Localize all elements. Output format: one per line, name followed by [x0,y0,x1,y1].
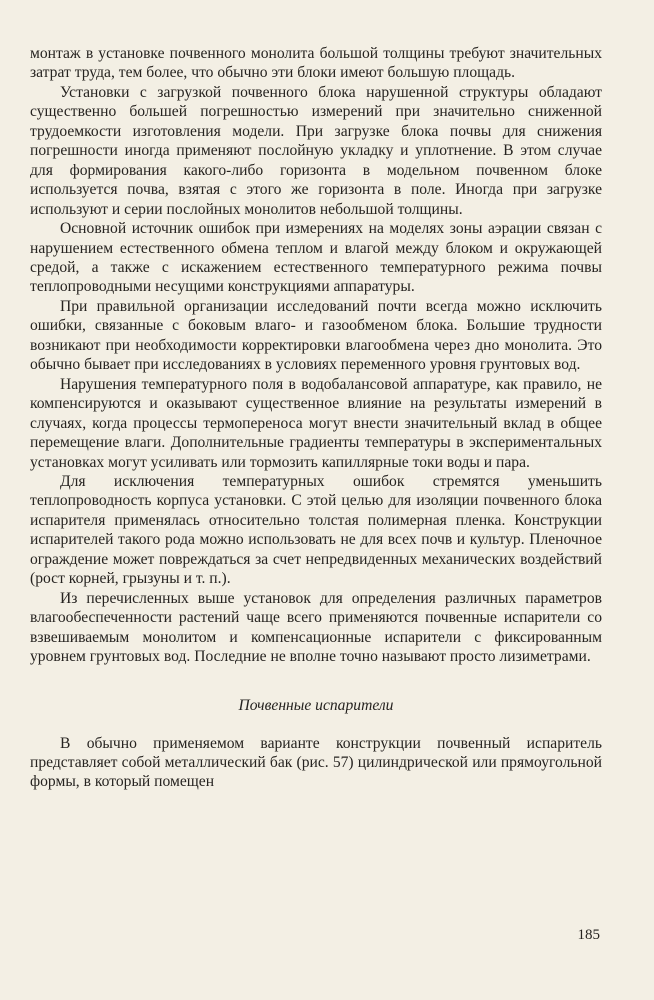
paragraph-temperature-field: Нарушения температурного поля в водобалансовой аппаратуре, как правило, не компенсируются и оказывают существенное влияние на результаты измерений в случаях, когда процессы термопереноса могут внести значительный вклад в общее перемещение влаги. Дополнительные градиенты температуры в экспериментальных установках могут усиливать или тормозить капиллярные токи воды и пара. [30,375,602,471]
paragraph-installations: Из перечисленных выше установок для определения различных параметров влагообеспеченности растений чаще всего применяются почвенные испарители со взвешиваемым монолитом и компенсационные испарители с фиксированным уровнем грунтовых вод. Последние не вполне точно называют просто лизиметрами. [30,589,602,666]
paragraph-error-source: Основной источник ошибок при измерениях на моделях зоны аэрации связан с нарушением естественного обмена теплом и влагой между блоком и окружающей средой, а также с искажением естественного температурного режима почвы теплопроводными несущими конструкциями аппаратуры. [30,220,602,296]
paragraph-disturbed-structure: Установки с загрузкой почвенного блока нарушенной структуры обладают существенно большей погрешностью измерений при значительно сниженной трудоемкости изготовления модели. При загрузке блока почвы для снижения погрешности иногда применяют послойную укладку и уплотнение. В этом случае для формирования какого-либо горизонта в модельном почвенном блоке используется почва, взятая с этого же горизонта в поле. Иногда при загрузке используют и серии послойных монолитов небольшой толщины. [30,83,602,218]
paragraph-organization: При правильной организации исследований почти всегда можно исключить ошибки, связанные с боковым влаго- и газообменом блока. Большие трудности возникают при необходимости корректировки влагообмена через дно монолита. Это обычно бывает при исследованиях в условиях переменного уровня грунтовых вод. [30,297,602,374]
page-body [30,44,602,792]
paragraph-continuation: монтаж в установке почвенного монолита большой толщины требуют значительных затрат труда, тем более, что обычно эти блоки имеют большую площадь. [30,45,602,82]
section-heading: Почвенные испарители [238,696,394,714]
page-number: 185 [577,927,600,943]
paragraph-evaporator-design: В обычно применяемом варианте конструкции почвенный испаритель представляет собой металлический бак (рис. 57) цилиндрической или прямоугольной формы, в который помещен [30,734,602,791]
heading-spacer [30,716,602,734]
paragraph-temperature-errors: Для исключения температурных ошибок стремятся уменьшить теплопроводность корпуса установки. С этой целью для изоляции почвенного блока испарителя применялась относительно толстая полимерная пленка. Конструкции испарителей такого рода можно использовать не для всех почв и культур. Пленочное ограждение может повреждаться за счет непредвиденных механических воздействий (рост корней, грызуны и т. п.). [30,472,602,588]
